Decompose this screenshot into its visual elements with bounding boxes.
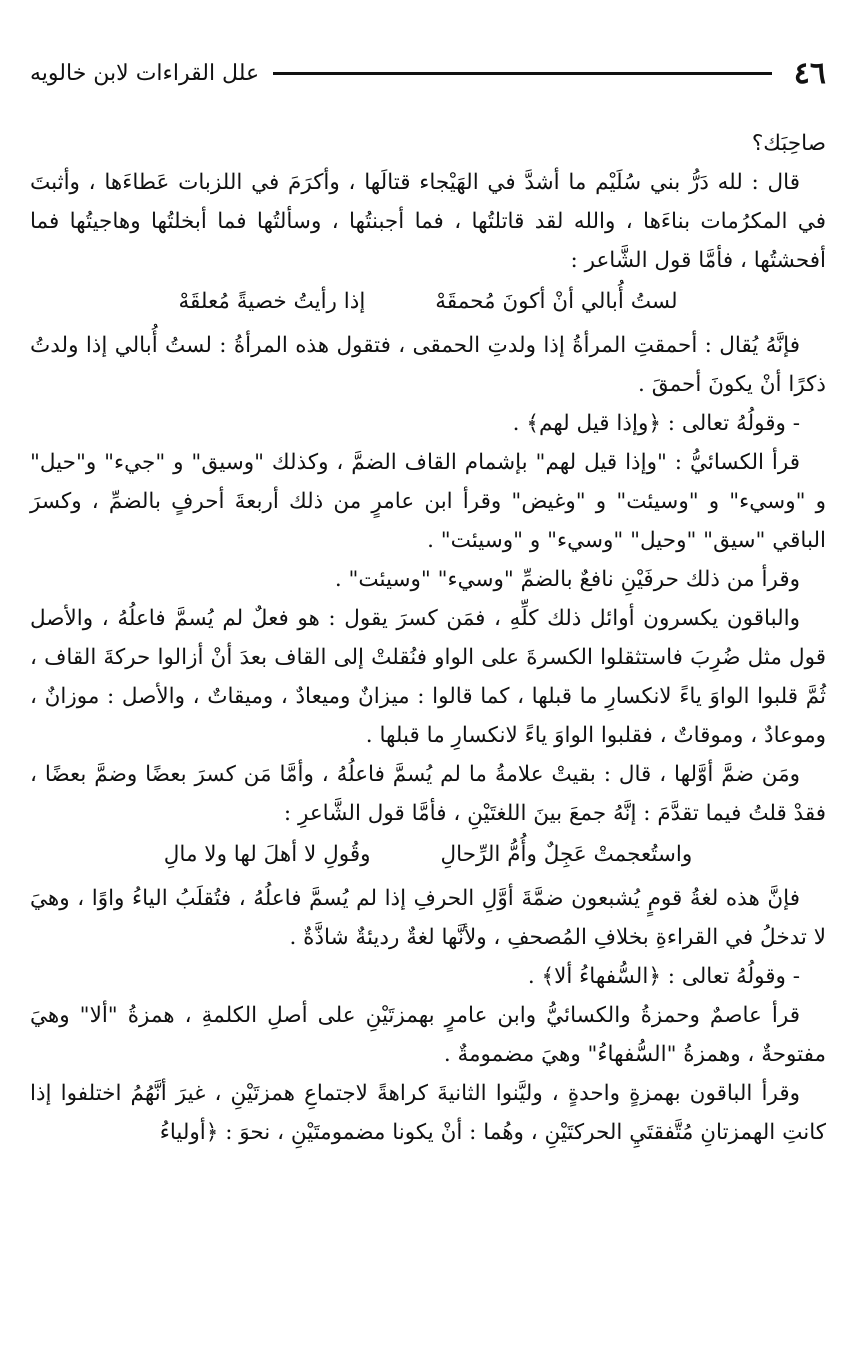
book-page — [30, 48, 826, 1348]
page-header — [30, 48, 826, 98]
body-paragraph: قرأ عاصمٌ وحمزةُ والكسائيُّ وابن عامرٍ بهمزتَيْنِ على أصلِ الكلمةِ ، همزةُ "ألا" وهيَ مفتوحةٌ ، وهمزةُ "السُّفهاءُ" وهيَ مضمومةٌ . — [30, 1003, 826, 1067]
body-paragraph: وقرأ من ذلك حرفَيْنِ نافعٌ بالضمِّ "وسيء" "وسيئت" . — [334, 567, 800, 592]
body-paragraph: ومَن ضمَّ أوَّلها ، قال : بقيتْ علامةُ ما لم يُسمَّ فاعلُهُ ، وأمَّا مَن كسرَ بعضًا وضمَّ بعضًا ، فقدْ قلتُ فيما تقدَّمَ : إنَّهُ جمعَ بينَ اللغتَيْنِ ، فأمَّا قول الشَّاعرِ : — [30, 762, 826, 826]
body-paragraph: قرأ الكسائيُّ : "وإذا قيل لهم" بإشمام القاف الضمَّ ، وكذلك "وسيق" و "جيء" و"حيل" و "وسيء" و "وسيئت" و "وغيض" وقرأ ابن عامرٍ من ذلك أربعةَ أحرفٍ بالضمِّ ، وكسرَ الباقي "سيق" "وحيل" "وسيء" و "وسيئت" . — [30, 450, 826, 553]
verse-first-hemistich: لستُ أُبالي أنْ أكونَ مُحمقَهْ — [435, 289, 678, 314]
body-paragraph: والباقون يكسرون أوائل ذلك كلِّهِ ، فمَن كسرَ يقول : هو فعلٌ لم يُسمَّ فاعلُهُ ، والأصل قول مثل ضُرِبَ فاستثقلوا الكسرةَ على الواو فنُقلتْ إلى القاف بعدَ أنْ أزالوا حركةَ القاف ، ثُمَّ قلبوا الواوَ ياءً لانكسارِ ما قبلها ، كما قالوا : ميزانٌ وميعادٌ ، وميقاتٌ ، والأصل : موزانٌ ، وموعادٌ ، وموقاتٌ ، فقلبوا الواوَ ياءً لانكسارِ ما قبلها . — [30, 606, 826, 748]
poetry-verse — [30, 835, 826, 875]
body-text — [30, 124, 826, 1152]
body-paragraph: - وقولُهُ تعالى : ﴿السُّفهاءُ ألا﴾ . — [527, 964, 800, 989]
running-title: علل القراءات لابن خالويه — [30, 60, 260, 86]
verse-second-hemistich: إذا رأيتُ خصيةً مُعلقَهْ — [178, 289, 366, 314]
poetry-verse — [30, 282, 826, 322]
body-paragraph: صاحِبَك؟ — [751, 131, 826, 156]
page-number: ٤٦ — [793, 55, 826, 91]
verse-second-hemistich: وقُولِ لا أهلَ لها ولا مالِ — [163, 842, 371, 867]
body-paragraph: - وقولُهُ تعالى : ﴿وإذا قيل لهم﴾ . — [512, 411, 800, 436]
body-paragraph: وقرأ الباقون بهمزةٍ واحدةٍ ، وليَّنوا الثانيةَ كراهةً لاجتماعِ همزتَيْنِ ، غيرَ أنَّهُمُ اختلفوا إذا كانتِ الهمزتانِ مُتَّفقتَيِ الحركتَيْنِ ، وهُما : أنْ يكونا مضمومتَيْنِ ، نحوَ : ﴿أولياءُ — [30, 1081, 826, 1145]
body-paragraph: قال : لله دَرُّ بني سُلَيْم ما أشدَّ في الهَيْجاء قتالَها ، وأكرَمَ في اللزبات عَطاءَها ، وأثبتَ في المكرُمات بناءَها ، والله لقد قاتلتُها ، فما أجبنتُها ، وسألتُها فما أبخلتُها وهاجيتُها فما أفحشتُها ، فأمَّا قول الشَّاعر : — [30, 170, 826, 273]
body-paragraph: فإنَّ هذه لغةُ قومٍ يُشبعون ضمَّةَ أوَّلِ الحرفِ إذا لم يُسمَّ فاعلُهُ ، فتُقلَبُ الياءُ واوًا ، وهيَ لا تدخلُ في القراءةِ بخلافِ المُصحفِ ، ولأنَّها لغةٌ رديئةٌ شاذَّةٌ . — [30, 886, 826, 950]
body-paragraph: فإنَّهُ يُقال : أحمقتِ المرأةُ إذا ولدتِ الحمقى ، فتقول هذه المرأةُ : لستُ أُبالي إذا ولدتُ ذكرًا أنْ يكونَ أحمقَ . — [30, 333, 826, 397]
verse-first-hemistich: واستُعجمتْ عَجِلٌ وأُمُّ الرِّحالِ — [440, 842, 693, 867]
header-rule — [273, 72, 772, 75]
